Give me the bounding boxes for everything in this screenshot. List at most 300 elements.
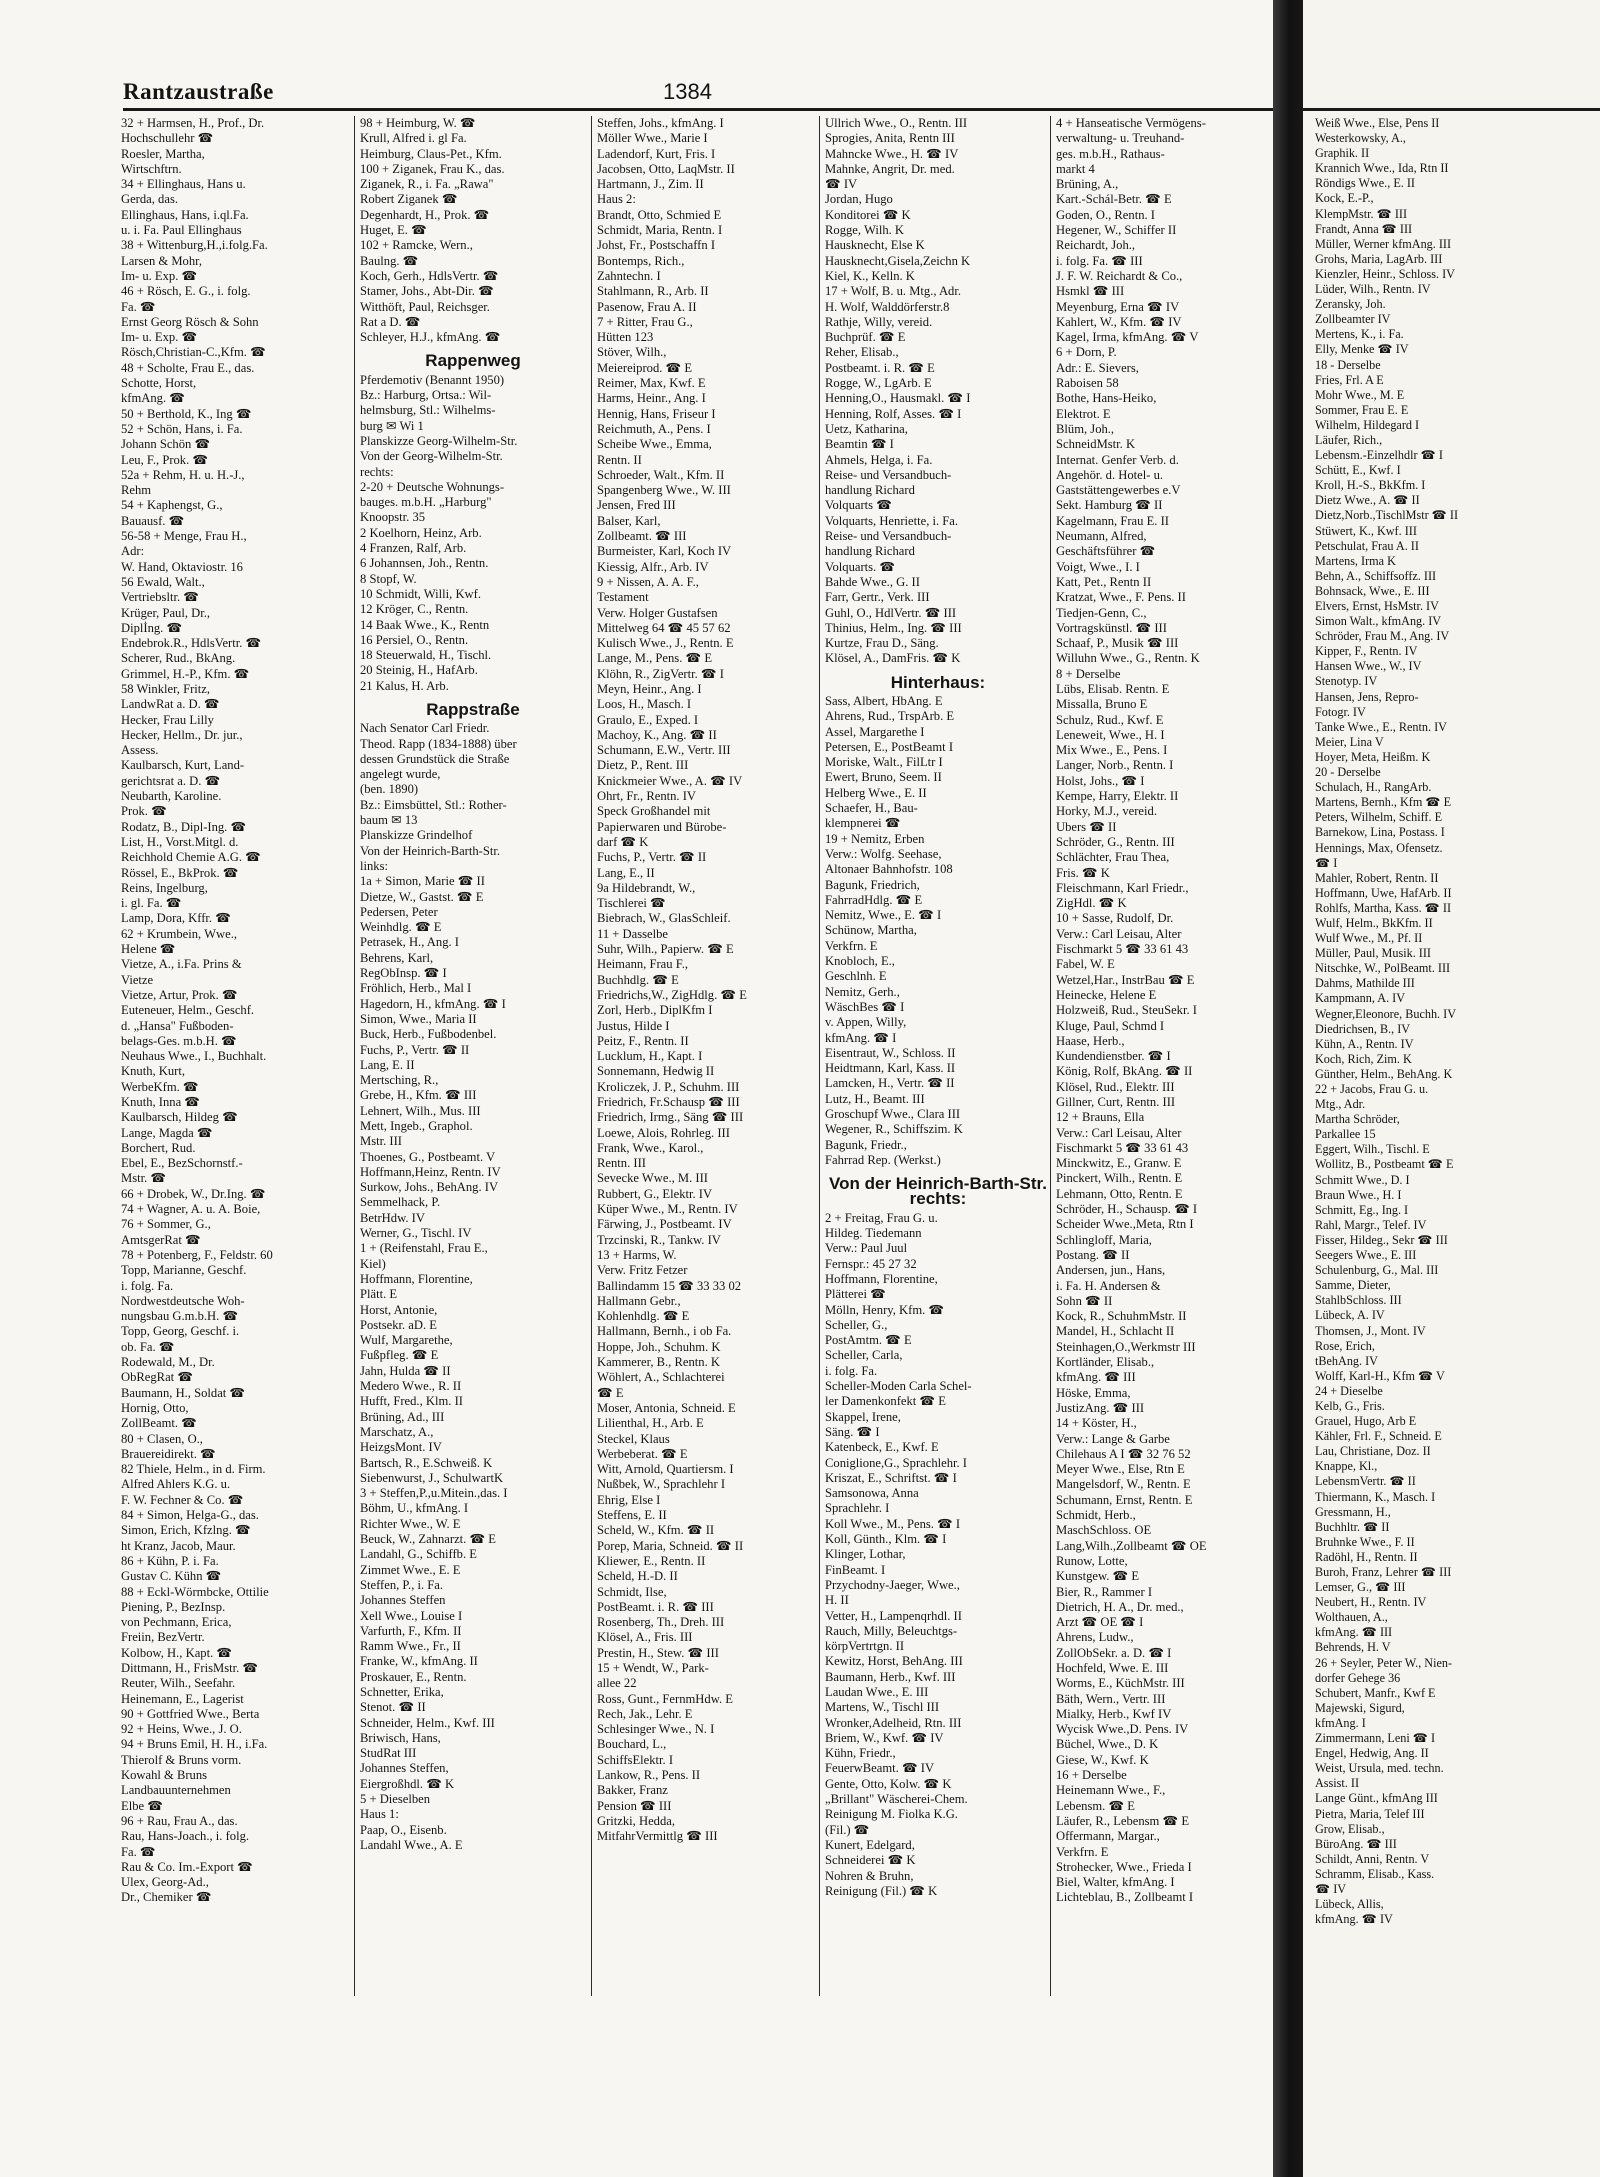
directory-entry: Farr, Gertr., Verk. III: [825, 590, 930, 605]
directory-entry: Eggert, Wilh., Tischl. E: [1315, 1142, 1430, 1157]
directory-entry: Larsen & Mohr,: [121, 253, 202, 268]
directory-entry: Knuth, Inna ☎: [121, 1095, 200, 1109]
directory-entry: 17 + Wolf, B. u. Mtg., Adr.: [825, 284, 962, 299]
directory-entry: Rehm: [121, 483, 152, 498]
directory-entry: Schmitt Wwe., D. I: [1315, 1172, 1410, 1187]
directory-entry: Baumann, Herb., Kwf. III: [825, 1669, 956, 1684]
directory-entry: handlung Richard: [825, 544, 915, 559]
directory-entry: Möller Wwe., Marie I: [597, 131, 708, 146]
page-header: [123, 74, 1275, 111]
directory-entry: Peters, Wilhelm, Schiff. E: [1315, 810, 1443, 825]
directory-entry: Diedrichsen, B., IV: [1315, 1021, 1411, 1036]
directory-entry: Coniglione,G., Sprachlehr. I: [825, 1455, 968, 1470]
directory-entry: Neumann, Alfred,: [1056, 529, 1147, 544]
directory-entry: Witt, Arnold, Quartiersm. I: [597, 1462, 734, 1477]
directory-entry: Verw.: Lange & Garbe: [1056, 1431, 1170, 1446]
directory-entry: List, H., Vorst.Mitgl. d.: [121, 834, 239, 849]
directory-entry: Ebel, E., BezSchornstf.-: [121, 1156, 243, 1171]
directory-entry: Landahl Wwe., A. E: [360, 1837, 463, 1852]
directory-entry: rechts:: [360, 464, 394, 479]
directory-entry: Engel, Hedwig, Ang. II: [1315, 1746, 1429, 1761]
directory-entry: Im- u. Exp. ☎: [121, 330, 198, 345]
directory-entry: Krannich Wwe., Ida, Rtn II: [1315, 161, 1449, 176]
directory-entry: Schmitt, Eg., Ing. I: [1315, 1202, 1409, 1217]
directory-entry: Schmidt, Ilse,: [597, 1584, 667, 1599]
directory-entry: Dr., Chemiker ☎: [121, 1890, 212, 1905]
directory-entry: Pinckert, Wilh., Rentn. E: [1056, 1171, 1183, 1186]
directory-entry: „Brillant" Wäscherei-Chem.: [825, 1792, 968, 1807]
directory-entry: Rathje, Willy, vereid.: [825, 314, 933, 329]
directory-entry: Konditorei ☎ K: [825, 207, 911, 222]
directory-entry: Elvers, Ernst, HsMstr. IV: [1315, 599, 1439, 613]
directory-entry: Biel, Walter, kfmAng. I: [1056, 1875, 1175, 1890]
directory-entry: Dietz Wwe., A. ☎ II: [1315, 493, 1420, 508]
directory-entry: i. Fa. H. Andersen &: [1056, 1278, 1161, 1293]
directory-entry: Hansen, Jens, Repro-: [1315, 689, 1419, 704]
directory-entry: Hecker, Hellm., Dr. jur.,: [121, 727, 243, 742]
directory-entry: Hoffmann, Uwe, HafArb. II: [1315, 885, 1452, 900]
directory-entry: Mangelsdorf, W., Rentn. E: [1056, 1477, 1191, 1492]
directory-entry: ZigHdl. ☎ K: [1056, 896, 1127, 911]
directory-entry: Hallmann, Bernh., i ob Fa.: [597, 1324, 732, 1339]
directory-entry: Nemitz, Wwe., E. ☎ I: [825, 908, 942, 923]
directory-entry: Rodewald, M., Dr.: [121, 1355, 215, 1370]
directory-entry: Briwisch, Hans,: [360, 1730, 441, 1745]
directory-entry: Runow, Lotte,: [1056, 1553, 1128, 1568]
column-divider: [1050, 116, 1051, 1996]
directory-entry: H. II: [825, 1593, 849, 1608]
directory-entry: von Pechmann, Erica,: [121, 1615, 232, 1630]
directory-entry: Franke, W., kfmAng. II: [360, 1654, 478, 1669]
directory-entry: Speck Großhandel mit: [597, 804, 711, 819]
directory-entry: Pferdemotiv (Benannt 1950): [360, 372, 505, 387]
directory-entry: Bagunk, Friedr.,: [825, 1137, 907, 1152]
directory-entry: Kammerer, B., Rentn. K: [597, 1355, 720, 1370]
directory-entry: Buroh, Franz, Lehrer ☎ III: [1315, 1565, 1452, 1579]
directory-entry: Beuck, W., Zahnarzt. ☎ E: [360, 1532, 496, 1547]
directory-entry: Justus, Hilde I: [597, 1018, 670, 1033]
directory-entry: Barnekow, Lina, Postass. I: [1315, 825, 1445, 840]
directory-entry: Weiß Wwe., Else, Pens II: [1315, 116, 1440, 130]
directory-entry: Plätterei ☎: [825, 1287, 886, 1302]
directory-entry: Klinger, Lothar,: [825, 1547, 906, 1562]
directory-entry: Parkallee 15: [1315, 1127, 1376, 1142]
directory-entry: Müller, Werner kfmAng. III: [1315, 236, 1452, 251]
directory-entry: Wulf, Margarethe,: [360, 1333, 453, 1348]
directory-entry: Altonaer Bahnhofstr. 108: [825, 862, 953, 877]
directory-entry: Kulisch Wwe., J., Rentn. E: [597, 636, 734, 651]
directory-entry: Schlesinger Wwe., N. I: [597, 1722, 715, 1737]
directory-entry: Landbauunternehmen: [121, 1783, 231, 1798]
directory-entry: Kluge, Paul, Schmd I: [1056, 1018, 1165, 1033]
directory-entry: 22 + Jacobs, Frau G. u.: [1315, 1082, 1429, 1096]
directory-entry: klempnerei ☎: [825, 816, 901, 831]
directory-entry: tBehAng. IV: [1315, 1353, 1378, 1368]
directory-entry: Koch, Rich, Zim. K: [1315, 1051, 1412, 1066]
directory-entry: Rentn. III: [597, 1156, 646, 1171]
directory-entry: PostAmtm. ☎ E: [825, 1333, 912, 1348]
directory-entry: Mett, Ingeb., Graphol.: [360, 1119, 473, 1133]
directory-entry: Hegener, W., Schiffer II: [1056, 223, 1177, 238]
directory-entry: Mahnke, Angrit, Dr. med.: [825, 161, 955, 176]
directory-entry: Topp, Marianne, Geschf.: [121, 1263, 247, 1278]
directory-entry: allee 22: [597, 1676, 637, 1691]
directory-entry: Scheld, H.-D. II: [597, 1569, 678, 1584]
directory-entry: burg ✉ Wi 1: [360, 418, 424, 433]
directory-entry: kfmAng. I: [1315, 1715, 1366, 1730]
directory-entry: Bruhnke Wwe., F. II: [1315, 1534, 1415, 1549]
directory-entry: Lilienthal, H., Arb. E: [597, 1416, 704, 1431]
directory-entry: Martens, Irma K: [1315, 553, 1396, 568]
directory-entry: Lucklum, H., Kapt. I: [597, 1049, 703, 1064]
directory-entry: Knickmeier Wwe., A. ☎ IV: [597, 773, 743, 788]
directory-entry: Arzt ☎ OE ☎ I: [1056, 1615, 1144, 1630]
directory-entry: Wulf Wwe., M., Pf. II: [1315, 931, 1423, 946]
directory-entry: Sprachlehr. I: [825, 1501, 890, 1516]
directory-entry: Verkfrn. E: [1056, 1844, 1109, 1859]
directory-entry: Kohlenhdlg. ☎ E: [597, 1309, 690, 1324]
directory-entry: Kock, E.-P.,: [1315, 191, 1374, 206]
directory-entry: 1a + Simon, Marie ☎ II: [360, 874, 485, 889]
directory-entry: Frank, Wwe., Karol.,: [597, 1140, 704, 1155]
directory-entry: Müller, Paul, Musik. III: [1315, 946, 1431, 961]
directory-entry: Wronker,Adelheid, Rtn. III: [825, 1715, 962, 1730]
directory-entry: 26 + Seyler, Peter W., Nien-: [1315, 1655, 1453, 1670]
directory-entry: Theod. Rapp (1834-1888) über: [360, 736, 517, 751]
directory-entry: Grohs, Maria, LagArb. III: [1315, 251, 1443, 266]
directory-entry: Assel, Margarethe I: [825, 724, 925, 739]
directory-entry: Buchprüf. ☎ E: [825, 330, 906, 345]
directory-entry: Groschupf Wwe., Clara III: [825, 1107, 961, 1121]
directory-entry: Kortländer, Elisab.,: [1056, 1355, 1155, 1370]
directory-entry: 90 + Gottfried Wwe., Berta: [121, 1706, 260, 1721]
directory-entry: Hufft, Fred., Klm. II: [360, 1394, 463, 1409]
directory-entry: Kolbow, H., Kapt. ☎: [121, 1645, 233, 1660]
directory-entry: Kühn, Friedr.,: [825, 1746, 896, 1761]
directory-entry: Hildeg. Tiedemann: [825, 1226, 922, 1241]
directory-entry: 8 + Derselbe: [1056, 666, 1121, 681]
directory-entry: Färwing, J., Postbeamt. IV: [597, 1217, 732, 1232]
directory-entry: handlung Richard: [825, 483, 915, 498]
directory-entry: ☎ IV: [825, 177, 858, 192]
directory-entry: Helberg Wwe., E. II: [825, 785, 927, 800]
directory-entry: Martha Schröder,: [1315, 1112, 1400, 1127]
directory-entry: 34 + Ellinghaus, Hans u.: [121, 177, 246, 192]
directory-entry: Reinigung M. Fiolka K.G.: [825, 1807, 958, 1822]
directory-entry: Andersen, jun., Hans,: [1056, 1263, 1166, 1278]
directory-entry: Gustav C. Kühn ☎: [121, 1569, 222, 1584]
directory-entry: Schnetter, Erika,: [360, 1684, 444, 1699]
directory-entry: Scheld, W., Kfm. ☎ II: [597, 1523, 715, 1538]
directory-entry: Petrasek, H., Ang. I: [360, 935, 459, 950]
directory-entry: Neuhaus Wwe., I., Buchhalt.: [121, 1049, 267, 1064]
directory-entry: Voigt, Wwe., I. I: [1056, 559, 1140, 574]
directory-entry: Katenbeck, E., Kwf. E: [825, 1440, 939, 1455]
directory-entry: Laudan Wwe., E. III: [825, 1684, 929, 1699]
directory-entry: Ahmels, Helga, i. Fa.: [825, 452, 933, 467]
directory-entry: Horky, M.J., vereid.: [1056, 804, 1157, 819]
directory-entry: Endebrok.R., HdlsVertr. ☎: [121, 636, 262, 651]
directory-entry: Kundendienstber. ☎ I: [1056, 1049, 1171, 1064]
directory-entry: Baulng. ☎: [360, 253, 419, 268]
directory-entry: Rau, Hans-Joach., i. folg.: [121, 1829, 250, 1844]
directory-entry: Rech, Jak., Lehr. E: [597, 1706, 693, 1721]
directory-entry: 80 + Clasen, O.,: [121, 1431, 203, 1446]
directory-entry: 56-58 + Menge, Frau H.,: [121, 529, 247, 544]
directory-entry: Weist, Ursula, med. techn.: [1315, 1761, 1444, 1776]
directory-entry: Jensen, Fred III: [597, 498, 676, 513]
directory-entry: Grow, Elisab.,: [1315, 1821, 1385, 1836]
directory-entry: 18 - Derselbe: [1315, 357, 1381, 372]
directory-entry: 62 + Krumbein, Wwe.,: [121, 926, 237, 941]
directory-entry: Petschulat, Frau A. II: [1315, 538, 1419, 553]
directory-entry: Freiin, BezVertr.: [121, 1630, 205, 1645]
directory-entry: Simon, Wwe., Maria II: [360, 1011, 477, 1026]
directory-entry: 78 + Potenberg, F., Feldstr. 60: [121, 1247, 273, 1262]
directory-entry: 16 Persiel, O., Rentn.: [360, 632, 469, 647]
directory-entry: ZollObSekr. a. D. ☎ I: [1056, 1645, 1172, 1660]
directory-entry: Huget, E. ☎: [360, 223, 427, 238]
directory-entry: Gressmann, H.,: [1315, 1504, 1391, 1519]
directory-entry: Hsmkl ☎ III: [1056, 284, 1125, 299]
directory-entry: u. i. Fa. Paul Ellinghaus: [121, 223, 242, 238]
directory-entry: Assess.: [121, 743, 159, 758]
column-divider: [819, 116, 820, 1996]
street-heading: Rappstraße: [426, 699, 520, 719]
directory-entry: Rosenberg, Th., Dreh. III: [597, 1615, 725, 1630]
directory-entry: Werbeberat. ☎ E: [597, 1446, 688, 1461]
directory-entry: 7 + Ritter, Frau G.,: [597, 314, 693, 329]
directory-entry: Gaststättengewerbes e.V: [1056, 483, 1181, 498]
directory-entry: nungsbau G.m.b.H. ☎: [121, 1309, 239, 1324]
directory-entry: Fries, Frl. A E: [1315, 372, 1384, 387]
page-number: 1384: [663, 79, 712, 104]
street-heading: Von der Heinrich-Barth-Str. rechts:: [829, 1174, 1047, 1209]
directory-entry: Schaefer, H., Bau-: [825, 801, 918, 816]
column-divider: [591, 116, 592, 1996]
directory-entry: Seegers Wwe., E. III: [1315, 1248, 1417, 1263]
directory-entry: Koll Wwe., M., Pens. ☎ I: [825, 1516, 961, 1531]
directory-entry: Vietze, A., i.Fa. Prins &: [121, 957, 242, 972]
directory-entry: Heinecke, Helene E: [1056, 987, 1157, 1002]
directory-entry: 21 Kalus, H. Arb.: [360, 678, 449, 693]
directory-entry: 10 + Sasse, Rudolf, Dr.: [1056, 911, 1174, 926]
directory-entry: i. folg. Fa.: [121, 1278, 174, 1293]
directory-entry: Stüwert, K., Kwf. III: [1315, 523, 1417, 538]
directory-entry: 84 + Simon, Helga-G., das.: [121, 1508, 259, 1523]
directory-entry: Majewski, Sigurd,: [1315, 1700, 1405, 1715]
directory-entry: Kühn, A., Rentn. IV: [1315, 1036, 1414, 1051]
directory-entry: Vertriebsltr. ☎: [121, 590, 199, 605]
directory-entry: Neubarth, Karoline.: [121, 789, 222, 804]
directory-entry: Hütten 123: [597, 330, 654, 345]
directory-entry: Sommer, Frau E. E: [1315, 402, 1409, 417]
directory-entry: Leneweit, Wwe., H. I: [1056, 727, 1165, 742]
directory-entry: Marschatz, A.,: [360, 1424, 434, 1439]
directory-entry: Fischmarkt 5 ☎ 33 61 43: [1056, 942, 1189, 957]
directory-entry: Bagunk, Friedrich,: [825, 877, 920, 892]
directory-entry: Hausknecht, Else K: [825, 238, 925, 253]
directory-entry: Loos, H., Masch. I: [597, 697, 692, 712]
directory-entry: Fröhlich, Herb., Mal I: [360, 981, 472, 996]
directory-entry: 14 + Köster, H.,: [1056, 1416, 1137, 1431]
directory-entry: Wilhelm, Hildegard I: [1315, 417, 1420, 432]
directory-entry: Steckel, Klaus: [597, 1431, 670, 1446]
directory-entry: Reichmuth, A., Pens. I: [597, 421, 711, 436]
directory-entry: 5 + Dieselben: [360, 1792, 431, 1807]
directory-entry: Verw. Fritz Fetzer: [597, 1263, 688, 1278]
directory-entry: Ernst Georg Rösch & Sohn: [121, 314, 259, 329]
directory-entry: Heinemann, E., Lagerist: [121, 1691, 244, 1706]
directory-entry: Haus 1:: [360, 1807, 399, 1822]
directory-entry: Wolff, Karl-H., Kfm ☎ V: [1315, 1368, 1445, 1383]
directory-entry: 24 + Dieselbe: [1315, 1383, 1383, 1398]
directory-entry: 4 + Hanseatische Vermögens-: [1056, 116, 1206, 130]
directory-entry: Hartmann, J., Zim. II: [597, 177, 704, 192]
directory-entry: Kratzat, Wwe., F. Pens. II: [1056, 590, 1186, 605]
directory-entry: Schulach, H., RangArb.: [1315, 780, 1432, 795]
directory-entry: Reher, Elisab.,: [825, 345, 899, 360]
directory-entry: Roesler, Martha,: [121, 146, 205, 161]
directory-entry: 10 Schmidt, Willi, Kwf.: [360, 586, 481, 601]
directory-entry: Machoy, K., Ang. ☎ II: [597, 727, 717, 742]
directory-entry: Meiereiprod. ☎ E: [597, 360, 693, 375]
directory-entry: Kähler, Frl. F., Schneid. E: [1315, 1429, 1442, 1444]
directory-entry: PostBeamt. i. R. ☎ III: [597, 1599, 714, 1614]
directory-entry: Heidtmann, Karl, Kass. II: [825, 1061, 956, 1076]
directory-entry: Bohnsack, Wwe., E. III: [1315, 583, 1430, 598]
directory-entry: Burmeister, Karl, Koch IV: [597, 544, 732, 559]
directory-entry: 15 + Wendt, W., Park-: [597, 1660, 709, 1675]
directory-entry: Surkow, Johs., BehAng. IV: [360, 1180, 499, 1195]
directory-entry: Vetter, H., Lampenqrhdl. II: [825, 1608, 962, 1623]
directory-entry: Lebensm. ☎ E: [1056, 1798, 1135, 1813]
directory-entry: Ullrich Wwe., O., Rentn. III: [825, 116, 968, 130]
directory-entry: Nordwestdeutsche Woh-: [121, 1293, 245, 1308]
directory-entry: Volquarts ☎: [825, 498, 892, 513]
directory-entry: Lüder, Wilh., Rentn. IV: [1315, 282, 1431, 297]
directory-entry: Nohren & Bruhn,: [825, 1868, 914, 1883]
directory-entry: angelegt wurde,: [360, 767, 441, 782]
directory-entry: 18 Steuerwald, H., Tischl.: [360, 648, 492, 663]
directory-entry: Dietrich, H. A., Dr. med.,: [1056, 1599, 1184, 1614]
directory-entry: Elly, Menke ☎ IV: [1315, 342, 1409, 357]
directory-entry: 14 Baak Wwe., K., Rentn: [360, 617, 490, 632]
directory-entry: Wetzel,Har., InstrBau ☎ E: [1056, 972, 1195, 987]
directory-entry: 32 + Harmsen, H., Prof., Dr.: [121, 116, 265, 130]
directory-entry: Willuhn Wwe., G., Rentn. K: [1056, 651, 1200, 666]
directory-entry: 52 + Schön, Hans, i. Fa.: [121, 421, 243, 436]
directory-entry: FinBeamt. I: [825, 1562, 886, 1577]
directory-entry: Kagelmann, Frau E. II: [1056, 513, 1169, 528]
directory-entry: Ehrig, Else I: [597, 1492, 661, 1507]
column-divider: [354, 116, 355, 1996]
directory-entry: Eisentraut, W., Schloss. II: [825, 1045, 956, 1060]
directory-entry: ges. m.b.H., Rathaus-: [1056, 146, 1165, 161]
directory-entry: Bakker, Franz: [597, 1783, 668, 1798]
directory-entry: StudRat III: [360, 1746, 417, 1761]
directory-entry: 92 + Heins, Wwe., J. O.: [121, 1722, 242, 1737]
directory-entry: Schröder, G., Rentn. III: [1056, 834, 1175, 849]
directory-entry: 3 + Steffen,P.,u.Mitein.,das. I: [360, 1486, 508, 1501]
directory-entry: Schildt, Anni, Rentn. V: [1315, 1851, 1430, 1866]
directory-entry: Schröder, H., Schausp. ☎ I: [1056, 1202, 1198, 1217]
directory-entry: Schneider, Helm., Kwf. III: [360, 1715, 495, 1730]
directory-entry: Spangenberg Wwe., W. III: [597, 483, 731, 498]
directory-entry: Lübeck, A. IV: [1315, 1308, 1385, 1323]
directory-entry: Johannes Steffen: [360, 1593, 446, 1608]
directory-entry: Läufer, R., Lebensm ☎ E: [1056, 1813, 1190, 1828]
directory-entry: Scheller, Carla,: [825, 1348, 903, 1363]
directory-entry: Piening, P., BezInsp.: [121, 1599, 226, 1614]
directory-entry: Rössel, E., BkProk. ☎: [121, 865, 239, 880]
directory-entry: Testament: [597, 590, 649, 605]
directory-entry: Assist. II: [1315, 1776, 1360, 1791]
column-3: [597, 116, 823, 2016]
directory-entry: Tanke Wwe., E., Rentn. IV: [1315, 719, 1447, 734]
directory-entry: Hoffmann,Heinz, Rentn. IV: [360, 1164, 501, 1179]
directory-entry: Briem, W., Kwf. ☎ IV: [825, 1730, 944, 1745]
directory-entry: Schulz, Rud., Kwf. E: [1056, 712, 1164, 727]
directory-entry: Thoenes, G., Postbeamt. V: [360, 1149, 496, 1164]
directory-entry: Klösel, A., DamFris. ☎ K: [825, 651, 961, 666]
directory-entry: Hochschullehr ☎: [121, 131, 214, 146]
directory-entry: Moser, Antonia, Schneid. E: [597, 1400, 736, 1415]
directory-entry: Mtg., Adr.: [1315, 1097, 1366, 1112]
directory-entry: belags-Ges. m.b.H. ☎: [121, 1033, 237, 1048]
directory-entry: Robert Ziganek ☎: [360, 192, 458, 207]
directory-entry: J. F. W. Reichardt & Co.,: [1056, 268, 1183, 283]
directory-entry: Gerda, das.: [121, 192, 178, 207]
directory-entry: Dietz,Norb.,TischlMstr ☎ II: [1315, 508, 1459, 523]
directory-entry: Scherer, Rud., BkAng.: [121, 651, 236, 666]
directory-entry: Ramm Wwe., Fr., II: [360, 1639, 461, 1654]
directory-entry: Hecker, Frau Lilly: [121, 712, 214, 727]
directory-entry: MaschSchloss. OE: [1056, 1523, 1152, 1538]
directory-entry: Schumann, Ernst, Rentn. E: [1056, 1492, 1193, 1507]
directory-entry: SchneidMstr. K: [1056, 437, 1136, 452]
directory-entry: Stenotyp. IV: [1315, 674, 1378, 689]
directory-entry: Reimer, Max, Kwf. E: [597, 376, 706, 391]
directory-entry: Eiergroßhdl. ☎ K: [360, 1776, 455, 1791]
directory-entry: Adr.: E. Sievers,: [1056, 360, 1139, 375]
directory-entry: Bier, R., Rammer I: [1056, 1584, 1153, 1599]
directory-entry: Ross, Gunt., FernmHdw. E: [597, 1691, 733, 1706]
directory-entry: Vortragskünstl. ☎ III: [1056, 620, 1167, 635]
directory-entry: Hoyer, Meta, Heißm. K: [1315, 749, 1431, 764]
directory-entry: 56 Ewald, Walt.,: [121, 574, 205, 589]
directory-entry: Raboisen 58: [1056, 376, 1119, 391]
directory-entry: ☎ E: [597, 1385, 624, 1400]
directory-entry: Meyenburg, Erna ☎ IV: [1056, 299, 1180, 314]
directory-entry: Kock, R., SchuhmMstr. II: [1056, 1309, 1187, 1324]
directory-entry: Witthöft, Paul, Reichsger.: [360, 299, 490, 314]
directory-entry: Bothe, Hans-Heiko,: [1056, 391, 1157, 406]
directory-entry: Zorl, Herb., DiplKfm I: [597, 1003, 713, 1018]
directory-entry: Fuchs, P., Vertr. ☎ II: [597, 850, 707, 865]
directory-entry: Graulo, E., Exped. I: [597, 712, 699, 727]
directory-entry: Fabel, W. E: [1056, 957, 1115, 972]
directory-entry: Lichteblau, B., Zollbeamt I: [1056, 1890, 1194, 1905]
directory-entry: Koll, Günth., Klm. ☎ I: [825, 1532, 947, 1547]
directory-entry: Reise- und Versandbuch-: [825, 467, 952, 482]
column-5: [1056, 116, 1274, 2016]
directory-entry: Alfred Ahlers K.G. u.: [121, 1477, 231, 1492]
directory-entry: Fa. ☎: [121, 299, 156, 314]
directory-entry: Böhm, U., kfmAng. I: [360, 1501, 469, 1516]
directory-entry: Buck, Herb., Fußbodenbel.: [360, 1027, 497, 1042]
directory-entry: 2 Koelhorn, Heinz, Arb.: [360, 525, 482, 540]
